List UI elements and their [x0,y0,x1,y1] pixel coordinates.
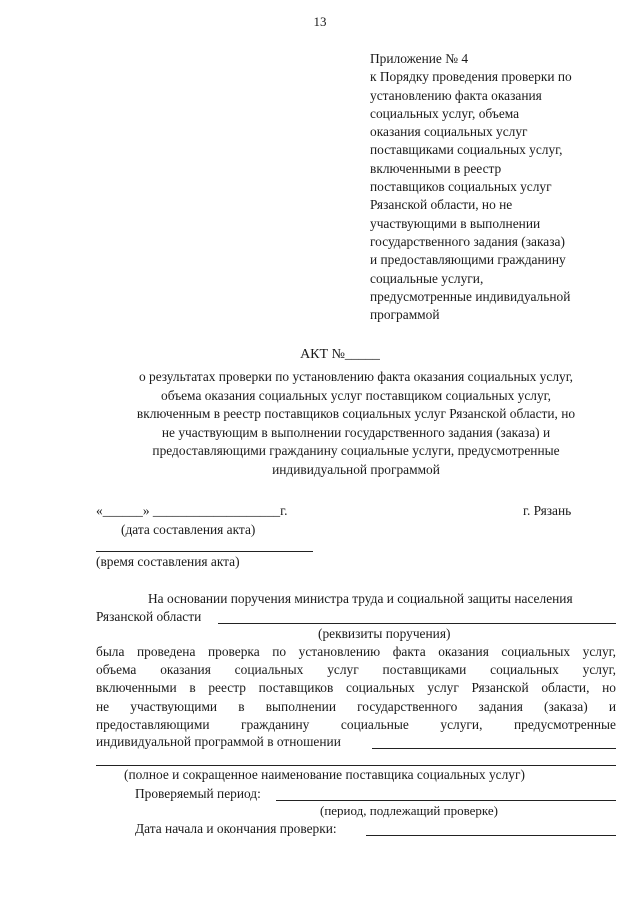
appendix-block [370,50,572,324]
time-field-line[interactable] [96,551,313,552]
appendix-line: к Порядку проведения проверки по [370,69,572,85]
dates-field-line[interactable] [366,835,616,836]
period-caption: (период, подлежащий проверке) [320,803,499,818]
period-label: Проверяемый период: [135,786,261,801]
act-subtitle-line: включенным в реестр поставщиков социальных услуг Рязанской области, но [136,406,576,422]
appendix-line: участвующими в выполнении [370,215,541,231]
time-caption: (время составления акта) [96,554,240,569]
provider-line-2[interactable] [96,765,616,766]
dates-label: Дата начала и окончания проверки: [135,821,337,836]
appendix-line: социальные услуги, [370,270,484,286]
para-last-line: индивидуальной программой в отношении [96,734,341,749]
appendix-line: программой [370,307,440,323]
act-title: АКТ №_____ [300,347,380,362]
order-details-line[interactable] [218,623,616,624]
appendix-line: установлению факта оказания [370,87,542,103]
paragraph-line: была проведена проверка по установлению факта оказания социальных услуг, [96,644,616,659]
appendix-line: социальных услуг, объема [370,105,520,121]
basis-line-1: На основании поручения министра труда и социальной защиты населения [148,591,573,606]
page-number: 13 [313,14,327,29]
city-label: г. Рязань [523,503,572,518]
act-subtitle-line: объема оказания социальных услуг поставщиком социальных услуг, [161,387,551,403]
appendix-line: Приложение № 4 [370,51,469,66]
check-paragraph [96,643,616,734]
appendix-line: оказания социальных услуг [370,124,528,140]
appendix-line: предусмотренные индивидуальной [370,288,571,304]
appendix-line: Рязанской области, но не [370,197,513,213]
act-subtitle-line: индивидуальной программой [272,461,440,477]
act-subtitle-line: не участвующим в выполнении государственного задания (заказа) и [161,424,551,440]
appendix-line: включенными в реестр [370,160,502,176]
provider-line-1[interactable] [372,748,616,749]
date-caption: (дата составления акта) [121,522,256,537]
paragraph-line: не участвующими в выполнении государственного задания (заказа) и [96,698,616,714]
appendix-line: государственного задания (заказа) [370,233,565,249]
provider-caption: (полное и сокращенное наименование поставщика социальных услуг) [124,767,525,782]
paragraph-line: предоставляющими гражданину социальные услуги, предусмотренные [96,716,616,732]
act-subtitle [96,368,616,480]
paragraph-line: включенными в реестр поставщиков социальных услуг Рязанской области, но [96,680,616,696]
act-subtitle-line: о результатах проверки по установлению факта оказания социальных услуг, [138,369,574,384]
order-caption: (реквизиты поручения) [318,626,451,641]
appendix-line: поставщиков социальных услуг [370,179,552,195]
appendix-line: и предоставляющими гражданину [370,252,566,268]
paragraph-line: объема оказания социальных услуг поставщиками социальных услуг, [96,662,616,678]
appendix-line: поставщиками социальных услуг, [370,142,563,158]
period-field-line[interactable] [276,800,616,801]
date-field[interactable]: «______» ___________________г. [96,503,288,518]
act-subtitle-line: предоставляющими гражданину социальные услуги, предусмотренные [152,443,560,459]
basis-line-2: Рязанской области [96,609,202,624]
